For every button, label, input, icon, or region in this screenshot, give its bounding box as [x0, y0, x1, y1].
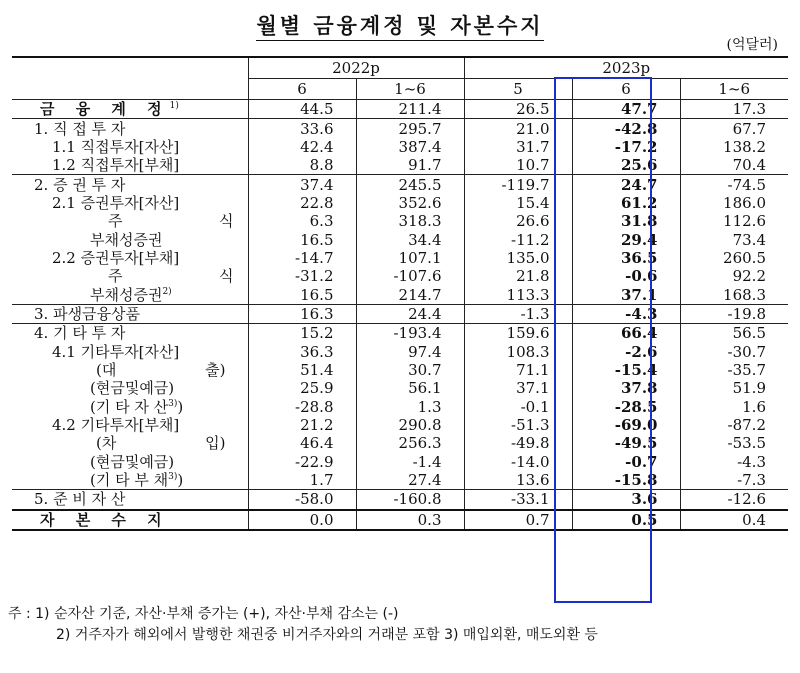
cell: 27.4	[356, 471, 464, 490]
cell: 24.7	[572, 175, 680, 194]
row-label: (기 타 부 채$^{3)}$)	[90, 471, 184, 490]
cell: 56.5	[680, 324, 788, 343]
cell: 21.2	[248, 416, 356, 434]
cell: 211.4	[356, 100, 464, 119]
cell: 168.3	[680, 285, 788, 304]
cell: 1.3	[356, 398, 464, 416]
row-label: (현금및예금)	[90, 379, 175, 398]
cell: 318.3	[356, 212, 464, 230]
cell: -33.1	[464, 490, 572, 510]
cell: 15.2	[248, 324, 356, 343]
header-col: 1~6	[356, 79, 464, 100]
cell: -17.2	[572, 138, 680, 156]
cell: -22.9	[248, 453, 356, 471]
table-row	[12, 230, 788, 248]
cell: -107.6	[356, 267, 464, 285]
cell: 92.2	[680, 267, 788, 285]
row-label: 5. 준 비 자 산	[12, 490, 248, 510]
cell: -0.6	[572, 267, 680, 285]
cell: -7.3	[680, 471, 788, 490]
cell: -0.7	[572, 453, 680, 471]
table-row	[12, 175, 788, 194]
table-row	[12, 100, 788, 119]
cell: 112.6	[680, 212, 788, 230]
cell: 34.4	[356, 230, 464, 248]
footnote-line-1: 주 : 1) 순자산 기준, 자산·부채 증가는 (+), 자산·부채 감소는 (-)	[8, 606, 399, 622]
cell: 71.1	[464, 361, 572, 379]
cell: 21.8	[464, 267, 572, 285]
cell: -74.5	[680, 175, 788, 194]
row-label: 2.2 증권투자[부채]	[52, 248, 180, 267]
cell: 46.4	[248, 434, 356, 452]
row-label: 부채성증권$^{2)}$	[90, 285, 172, 304]
footnote-line-2: 2) 거주자가 해외에서 발행한 채권중 비거주자와의 거래분 포함 3) 매입외환, 매도외환 등	[56, 627, 598, 643]
cell: -53.5	[680, 434, 788, 452]
row-label: 주 식	[108, 267, 234, 286]
table-row	[12, 119, 788, 138]
header-year-2023: 2023p	[464, 57, 788, 79]
cell: 37.4	[248, 175, 356, 194]
cell: 17.3	[680, 100, 788, 119]
cell: 70.4	[680, 156, 788, 175]
cell: 0.7	[464, 510, 572, 530]
cell: 10.7	[464, 156, 572, 175]
row-label: 3. 파생금융상품	[12, 304, 248, 323]
page-title: 월별 금융계정 및 자본수지	[0, 10, 800, 40]
table-row	[12, 324, 788, 343]
cell: 22.8	[248, 194, 356, 212]
cell: 107.1	[356, 249, 464, 267]
cell: 16.3	[248, 304, 356, 323]
cell: 295.7	[356, 119, 464, 138]
row-label: 주 식	[108, 212, 234, 231]
cell: 8.8	[248, 156, 356, 175]
cell: -19.8	[680, 304, 788, 323]
cell: -15.4	[572, 361, 680, 379]
table-row	[12, 285, 788, 304]
cell: 30.7	[356, 361, 464, 379]
header-col: 5	[464, 79, 572, 100]
cell: 56.1	[356, 379, 464, 397]
unit-label: (억달러)	[726, 37, 778, 53]
cell: -1.3	[464, 304, 572, 323]
row-label: 부채성증권	[90, 230, 163, 249]
cell: 352.6	[356, 194, 464, 212]
table-row	[12, 249, 788, 267]
cell: -30.7	[680, 342, 788, 360]
table-row	[12, 471, 788, 490]
table-row	[12, 434, 788, 452]
row-label: 4.2 기타투자[부채]	[52, 416, 180, 435]
table-row	[12, 361, 788, 379]
cell: 0.0	[248, 510, 356, 530]
cell: 24.4	[356, 304, 464, 323]
cell: 245.5	[356, 175, 464, 194]
cell: -51.3	[464, 416, 572, 434]
table-row	[12, 342, 788, 360]
cell: 31.8	[572, 212, 680, 230]
table-row	[12, 453, 788, 471]
table-row	[12, 138, 788, 156]
cell: 290.8	[356, 416, 464, 434]
cell: 47.7	[572, 100, 680, 119]
cell: -31.2	[248, 267, 356, 285]
cell: 37.1	[572, 285, 680, 304]
header-row-years	[12, 57, 788, 79]
cell: -12.6	[680, 490, 788, 510]
cell: 97.4	[356, 342, 464, 360]
cell: 214.7	[356, 285, 464, 304]
cell: 51.9	[680, 379, 788, 397]
table-row	[12, 398, 788, 416]
cell: 135.0	[464, 249, 572, 267]
cell: -58.0	[248, 490, 356, 510]
cell: 66.4	[572, 324, 680, 343]
table-row	[12, 416, 788, 434]
row-label: (대 출)	[96, 360, 226, 379]
cell: 13.6	[464, 471, 572, 490]
table-row	[12, 212, 788, 230]
cell: 33.6	[248, 119, 356, 138]
cell: 0.3	[356, 510, 464, 530]
cell: 387.4	[356, 138, 464, 156]
cell: 159.6	[464, 324, 572, 343]
row-label: (차 입)	[96, 434, 226, 453]
cell: -35.7	[680, 361, 788, 379]
cell: 25.6	[572, 156, 680, 175]
cell: 26.5	[464, 100, 572, 119]
cell: 1.7	[248, 471, 356, 490]
cell: -42.8	[572, 119, 680, 138]
cell: 138.2	[680, 138, 788, 156]
cell: 44.5	[248, 100, 356, 119]
cell: -28.8	[248, 398, 356, 416]
cell: -0.1	[464, 398, 572, 416]
header-col: 1~6	[680, 79, 788, 100]
cell: 26.6	[464, 212, 572, 230]
row-label: 4.1 기타투자[자산]	[52, 342, 180, 361]
cell: -14.0	[464, 453, 572, 471]
cell: 25.9	[248, 379, 356, 397]
cell: 260.5	[680, 249, 788, 267]
row-label: 1.2 직접투자[부채]	[52, 156, 180, 175]
cell: -49.5	[572, 434, 680, 452]
cell: 1.6	[680, 398, 788, 416]
cell: 91.7	[356, 156, 464, 175]
cell: -119.7	[464, 175, 572, 194]
cell: -4.3	[572, 304, 680, 323]
cell: -49.8	[464, 434, 572, 452]
cell: 256.3	[356, 434, 464, 452]
table-row	[12, 267, 788, 285]
cell: 113.3	[464, 285, 572, 304]
row-label: (현금및예금)	[90, 452, 175, 471]
cell: -14.7	[248, 249, 356, 267]
cell: 6.3	[248, 212, 356, 230]
cell: -15.8	[572, 471, 680, 490]
row-label: 금 융 계 정$^{1)}$	[12, 100, 248, 119]
cell: 16.5	[248, 285, 356, 304]
cell: 61.2	[572, 194, 680, 212]
cell: 0.5	[572, 510, 680, 530]
row-label: 자 본 수 지	[12, 510, 248, 530]
cell: 31.7	[464, 138, 572, 156]
header-col: 6	[248, 79, 356, 100]
cell: 36.5	[572, 249, 680, 267]
cell: -11.2	[464, 230, 572, 248]
cell: 186.0	[680, 194, 788, 212]
cell: 37.8	[572, 379, 680, 397]
table-row	[12, 304, 788, 323]
row-label: 2. 증 권 투 자	[12, 175, 248, 194]
cell: 15.4	[464, 194, 572, 212]
row-label: 1.1 직접투자[자산]	[52, 137, 180, 156]
cell: 42.4	[248, 138, 356, 156]
cell: -1.4	[356, 453, 464, 471]
table-row	[12, 156, 788, 175]
row-label: 1. 직 접 투 자	[12, 119, 248, 138]
cell: 73.4	[680, 230, 788, 248]
cell: 21.0	[464, 119, 572, 138]
table-row	[12, 379, 788, 397]
cell: 29.4	[572, 230, 680, 248]
row-label: (기 타 자 산$^{3)}$)	[90, 397, 184, 416]
cell: -69.0	[572, 416, 680, 434]
cell: 16.5	[248, 230, 356, 248]
financial-account-table	[12, 56, 788, 531]
cell: -160.8	[356, 490, 464, 510]
cell: 51.4	[248, 361, 356, 379]
cell: -2.6	[572, 342, 680, 360]
cell: 3.6	[572, 490, 680, 510]
cell: 37.1	[464, 379, 572, 397]
cell: 67.7	[680, 119, 788, 138]
table-row	[12, 510, 788, 530]
row-label: 2.1 증권투자[자산]	[52, 193, 180, 212]
header-row-months	[12, 79, 788, 100]
table-row	[12, 194, 788, 212]
cell: 36.3	[248, 342, 356, 360]
cell: -193.4	[356, 324, 464, 343]
cell: -87.2	[680, 416, 788, 434]
header-year-2022: 2022p	[248, 57, 464, 79]
cell: -4.3	[680, 453, 788, 471]
cell: 108.3	[464, 342, 572, 360]
cell: 0.4	[680, 510, 788, 530]
row-label: 4. 기 타 투 자	[12, 324, 248, 343]
table-row	[12, 490, 788, 510]
footnotes	[8, 604, 598, 646]
cell: -28.5	[572, 398, 680, 416]
header-col: 6	[572, 79, 680, 100]
